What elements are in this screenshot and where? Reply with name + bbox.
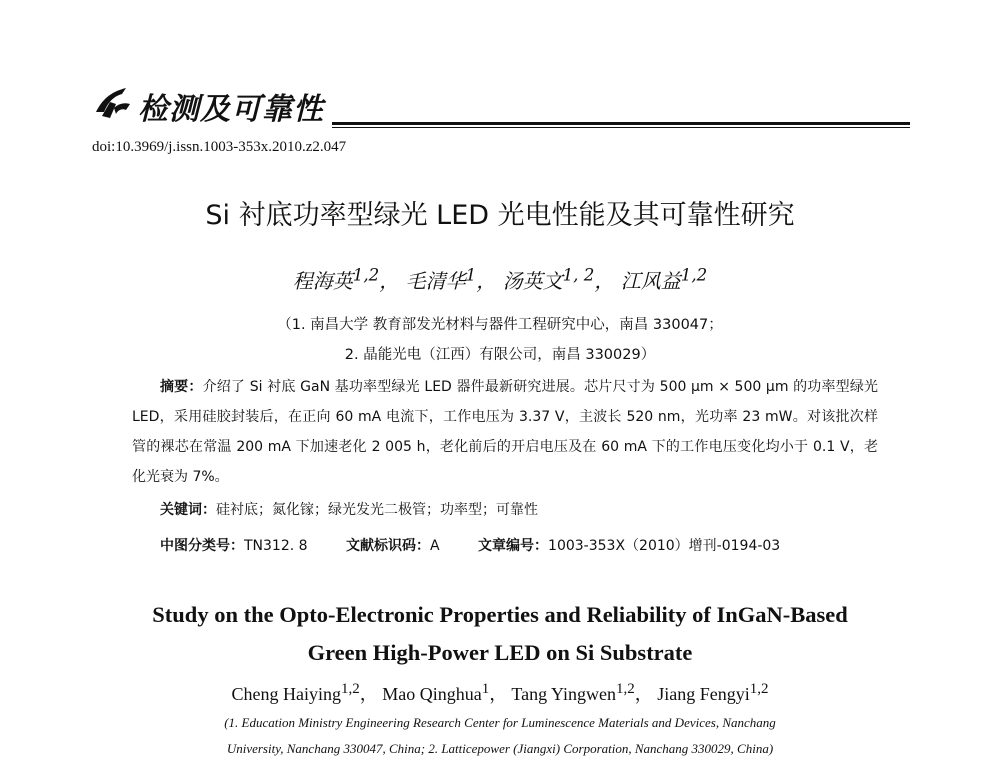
author-separator: ， [379, 269, 400, 293]
english-title-line-1: Study on the Opto-Electronic Properties and Reliability of InGaN-Based [152, 602, 848, 627]
author-name: 程海英 [292, 269, 353, 293]
author-affiliation-sup: 1,2 [341, 681, 360, 697]
clc-value: TN312. 8 [244, 538, 308, 554]
author-affiliation-sup: 1,2 [680, 265, 708, 285]
chinese-authors [0, 265, 1000, 294]
chinese-title: Si 衬底功率型绿光 LED 光电性能及其可靠性研究 [205, 200, 795, 231]
keywords-text: 硅衬底；氮化镓；绿光发光二极管；功率型；可靠性 [216, 502, 538, 518]
article-number-value: 1003-353X（2010）增刊-0194-03 [548, 538, 781, 554]
chinese-affiliation-2: 2. 晶能光电（江西）有限公司，南昌 330029） [344, 347, 656, 363]
english-authors [0, 680, 1000, 706]
article-number-label: 文章编号： [478, 538, 549, 554]
author-name: Tang Yingwen [511, 684, 616, 704]
journal-logo-icon [92, 82, 132, 122]
journal-name: 检测及可靠性 [138, 92, 324, 127]
author-affiliation-sup: 1, 2 [562, 265, 595, 285]
abstract-text: 介绍了 Si 衬底 GaN 基功率型绿光 LED 器件最新研究进展。芯片尺寸为 500 μm × 500 μm 的功率型绿光 LED，采用硅胶封装后，在正向 60 mA 电流下，工作电压为 3.37 V，主波长 520 nm，光功率 23 mW。对该批次样管的裸芯在常温 200 mA 下加速老化 2 005 h，老化前后的开启电压及在 60 mA 下的工作电压变化均小于 0.1 V，老化光衰为 7%。 [132, 379, 878, 485]
doc-code-label: 文献标识码： [346, 538, 431, 554]
doi: doi:10.3969/j.issn.1003-353x.2010.z2.047 [92, 139, 347, 155]
classification-line [160, 535, 780, 555]
keywords-label: 关键词： [160, 502, 216, 518]
author-separator: ， [489, 684, 508, 704]
english-title-line-2: Green High-Power LED on Si Substrate [307, 640, 693, 665]
author-name: Cheng Haiying [231, 684, 341, 704]
english-affiliation-2: University, Nanchang 330047, China; 2. Latticepower (Jiangxi) Corporation, Nanchang 330029, China) [226, 741, 774, 756]
author-name: 汤英文 [502, 269, 563, 293]
author-affiliation-sup: 1,2 [615, 681, 635, 697]
author-separator: ， [634, 684, 653, 704]
author-name: Jiang Fengyi [657, 684, 750, 704]
author-name: 毛清华 [405, 269, 466, 293]
author-affiliation-sup: 1 [481, 681, 490, 697]
abstract-label: 摘要： [160, 379, 203, 395]
author-separator: ， [476, 269, 497, 293]
author-affiliation-sup: 1,2 [749, 681, 769, 697]
chinese-affiliation-1: （1. 南昌大学 教育部发光材料与器件工程研究中心，南昌 330047； [277, 317, 723, 333]
chinese-abstract [132, 372, 878, 492]
author-affiliation-sup: 1 [465, 265, 477, 285]
header-rule [332, 122, 910, 125]
author-separator: ， [594, 269, 615, 293]
author-name: Mao Qinghua [382, 684, 482, 704]
english-affiliation-1: (1. Education Ministry Engineering Research Center for Luminescence Materials and Devices, Nanchang [224, 715, 776, 730]
author-separator: ， [359, 684, 378, 704]
author-name: 江风益 [620, 269, 681, 293]
journal-header [92, 80, 910, 128]
clc-label: 中图分类号： [160, 538, 244, 554]
author-affiliation-sup: 1,2 [352, 265, 380, 285]
doc-code-value: A [430, 538, 440, 554]
header-rule-thin [332, 127, 910, 128]
keywords [160, 499, 538, 519]
